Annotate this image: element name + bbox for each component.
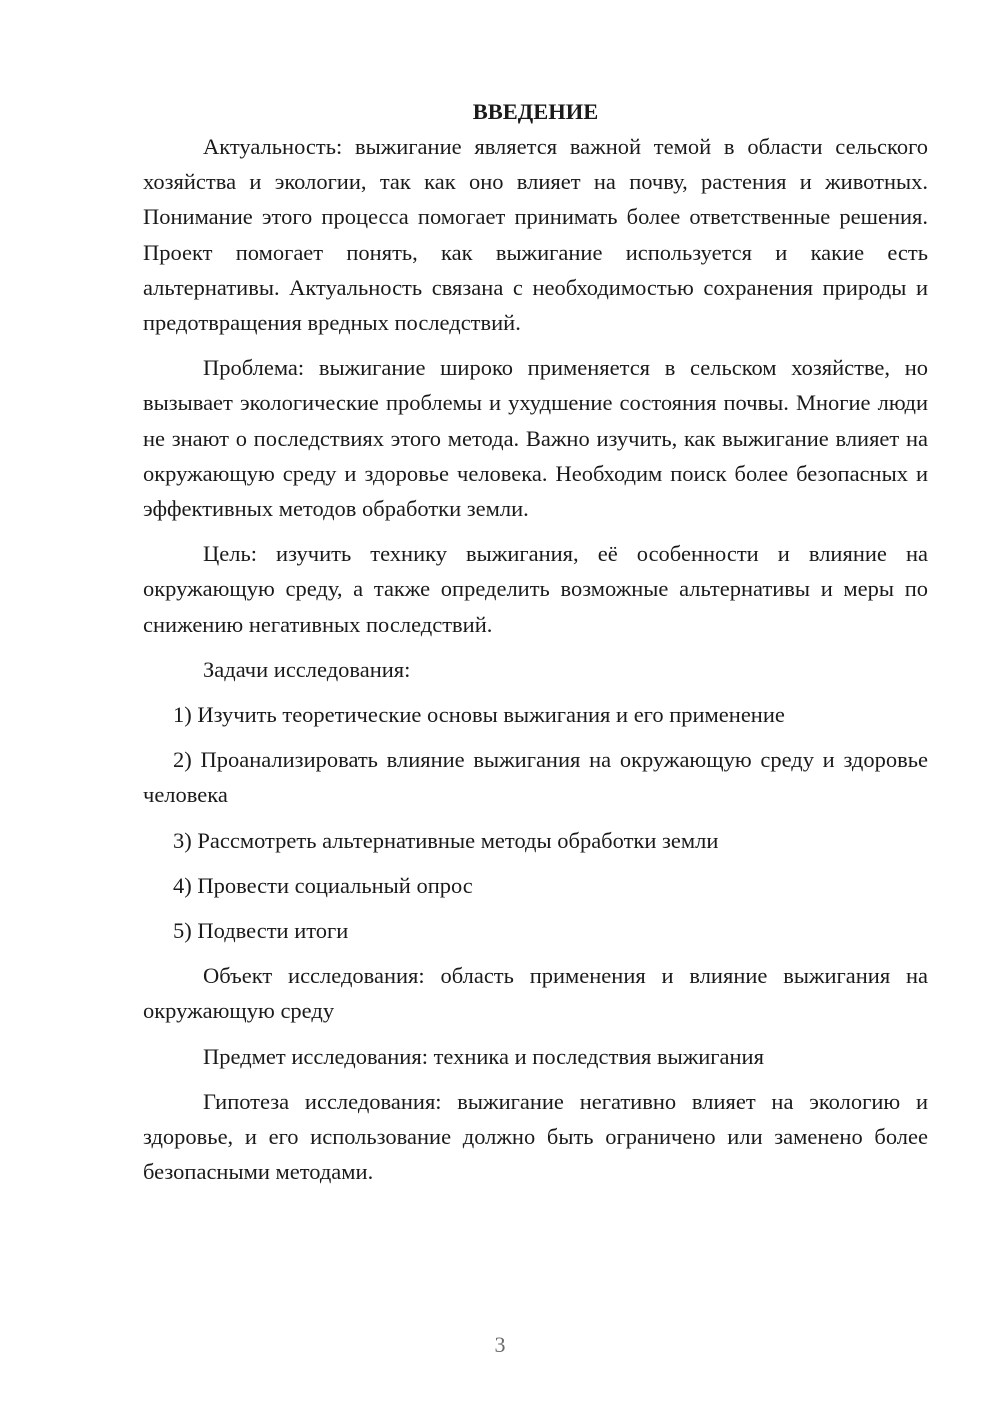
paragraph-relevance: Актуальность: выжигание является важной темой в области сельского хозяйства и экологии, так как оно влияет на почву, растения и животных. Понимание этого процесса помогает принимать более ответственные решения. Проект помогает понять, как выжигание используется и какие есть альтернативы. Актуальность связана с необходимостью сохранения природы и предотвращения вредных последствий. [143, 134, 928, 336]
paragraph-goal: Цель: изучить технику выжигания, её особенности и влияние на окружающую среду, а также определить возможные альтернативы и меры по снижению негативных последствий. [143, 541, 928, 637]
task-item-3: 3) Рассмотреть альтернативные методы обработки земли [173, 827, 719, 853]
paragraph-problem: Проблема: выжигание широко применяется в сельском хозяйстве, но вызывает экологические проблемы и ухудшение состояния почвы. Многие люди не знают о последствиях этого метода. Важно изучить, как выжигание влияет на окружающую среду и здоровье человека. Необходим поиск более безопасных и эффективных методов обработки земли. [143, 355, 928, 522]
page-number: 3 [494, 1332, 506, 1357]
task-item-1: 1) Изучить теоретические основы выжигания и его применение [173, 702, 785, 728]
page-content [143, 94, 928, 1189]
task-item-5: 5) Подвести итоги [173, 918, 349, 944]
paragraph-subject: Предмет исследования: техника и последствия выжигания [203, 1043, 764, 1069]
task-item-2: 2) Проанализировать влияние выжигания на окружающую среду и здоровье человека [143, 747, 928, 808]
paragraph-object: Объект исследования: область применения и влияние выжигания на окружающую среду [143, 963, 928, 1024]
tasks-heading: Задачи исследования: [203, 656, 411, 682]
section-title: ВВЕДЕНИЕ [472, 99, 599, 124]
task-item-4: 4) Провести социальный опрос [173, 872, 473, 898]
paragraph-hypothesis: Гипотеза исследования: выжигание негативно влияет на экологию и здоровье, и его использование должно быть ограничено или заменено более безопасными методами. [143, 1088, 928, 1185]
